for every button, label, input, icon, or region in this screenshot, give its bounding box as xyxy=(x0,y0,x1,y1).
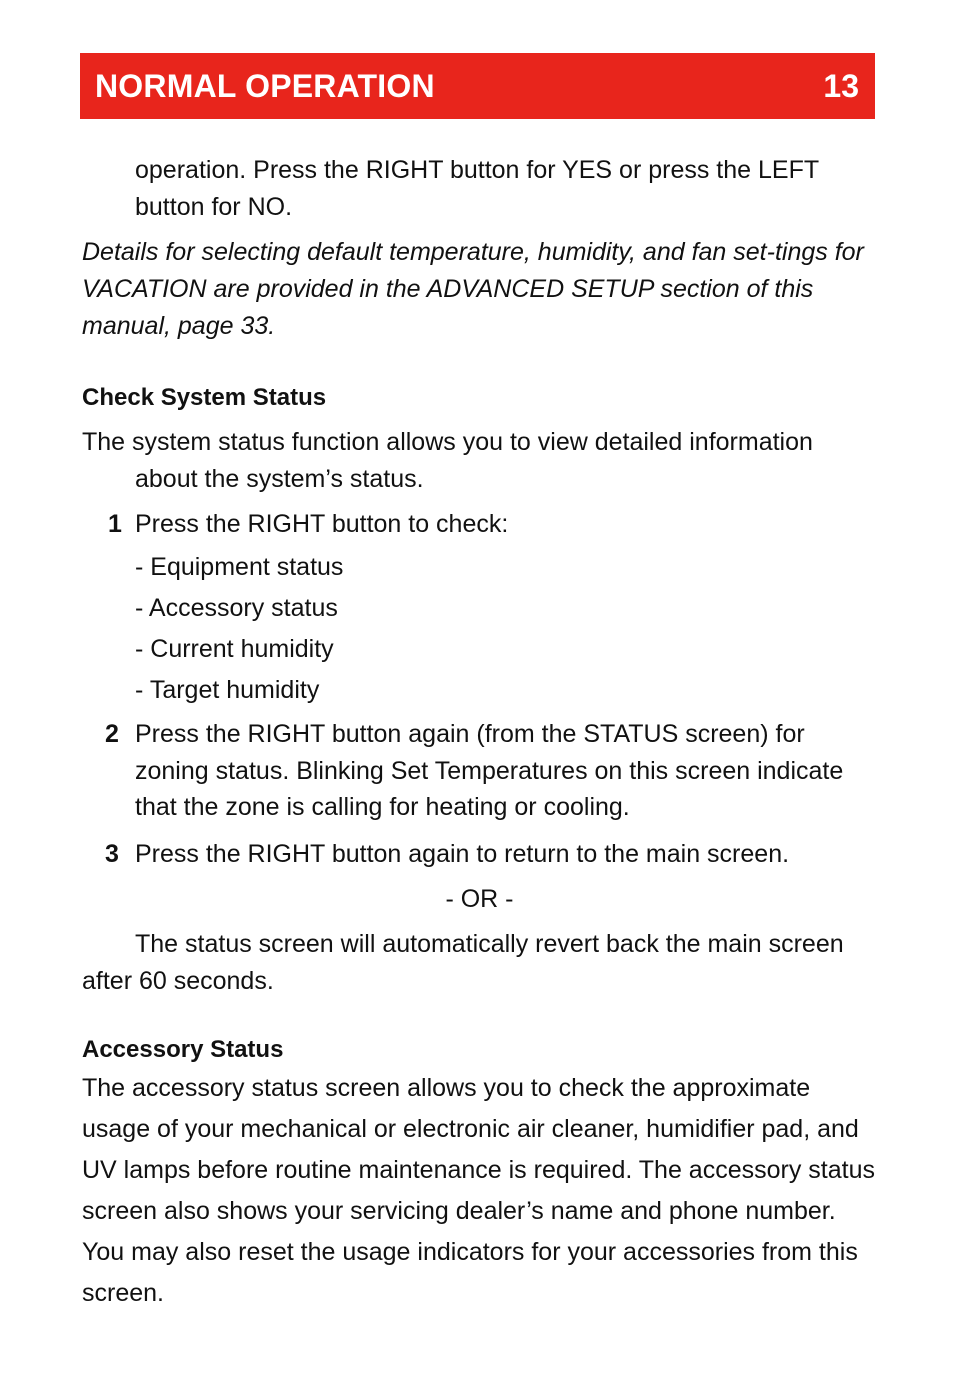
step-number: 3 xyxy=(105,839,119,868)
list-item: - Current humidity xyxy=(135,635,334,663)
list-item: - Accessory status xyxy=(135,594,338,622)
check-system-status-description: The system status function allows you to view detailed information about the system’s status. xyxy=(82,428,813,493)
section-title: NORMAL OPERATION xyxy=(95,67,435,104)
status-list xyxy=(82,547,877,711)
list-item: - Target humidity xyxy=(135,676,320,704)
list-item: - Equipment status xyxy=(135,553,344,581)
check-system-status-heading: Check System Status xyxy=(82,384,327,411)
page-content xyxy=(82,152,877,1314)
accessory-status-heading: Accessory Status xyxy=(82,1035,284,1063)
page-number: 13 xyxy=(823,67,859,104)
step-text: Press the RIGHT button again to return to the main screen. xyxy=(135,839,790,868)
vacation-note: Details for selecting default temperature, humidity, and fan set-tings for VACATION are provided in the ADVANCED SETUP section of this manual, page 33. xyxy=(82,238,864,340)
step-1 xyxy=(82,506,877,543)
step-number: 2 xyxy=(105,720,119,748)
accessory-status-body: The accessory status screen allows you to check the approximate usage of your mechanical or electronic air cleaner, humidifier pad, and UV lamps before routine maintenance is required. The accessory status screen also shows your servicing dealer’s name and phone number. You may also reset the usage indicators for your accessories from this screen. xyxy=(82,1073,875,1307)
step-text: Press the RIGHT button again (from the STATUS screen) for zoning status. Blinking Set Temperatures on this screen indicate that the zone is calling for heating or cooling. xyxy=(135,720,844,821)
revert-paragraph: The status screen will automatically revert back the main screen after 60 seconds. xyxy=(82,929,844,995)
step-2 xyxy=(82,716,877,826)
continued-paragraph: operation. Press the RIGHT button for YES or press the LEFT button for NO. xyxy=(135,156,819,221)
page-header xyxy=(80,53,875,119)
step-3 xyxy=(82,836,877,873)
step-text: Press the RIGHT button to check: xyxy=(135,510,509,538)
or-separator: - OR - xyxy=(445,884,514,913)
step-number: 1 xyxy=(108,510,122,538)
